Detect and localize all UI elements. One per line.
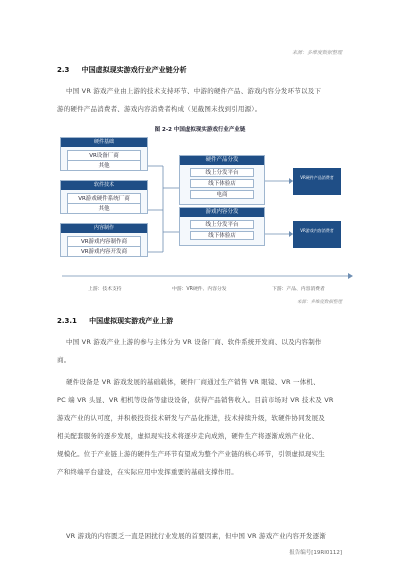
downstream-hardware-consumer: VR硬件产品消费者 [293,168,341,195]
subsection-number: 2.3.1 [57,317,77,325]
section-number: 2.3 [57,66,70,74]
upstream-hardware-title: 硬件基础 [61,138,147,147]
intro-line-1: 中国 VR 游戏产业由上游的技术支持环节、中游的硬件产品、游戏内容分发环节以及下 [66,87,322,95]
body-p3-line-1: VR 游戏的内容匮乏一直是困扰行业发展的首要因素，但中国 VR 游戏产业内容开发逐渐 [66,532,327,540]
midstream-content-panel [179,207,265,246]
midstream-hardware-item-1: 线上分发平台 [190,168,254,177]
body-p1-line-2: 商。 [57,356,71,364]
upstream-content-title: 内容制作 [61,224,147,233]
body-p2-line-4: 相关配套服务的逐步发展，虚拟现实技术将逐步走向成熟，硬件生产将逐渐成熟产业化、 [57,432,319,440]
subsection-title-text: 中国虚拟现实游戏产业上游 [89,317,174,325]
body-p2-line-5: 规模化。位于产业链上游的硬件生产环节有望成为整个产业链的核心环节，引领虚拟现实生 [57,450,325,458]
upstream-hardware-item-2: 其他 [67,160,141,171]
body-p2-line-2: PC 端 VR 头显、VR 相机等设备等建设设备，获得产品销售收入。目前市场对 VR 技术及 VR [57,396,334,404]
axis-label-midstream: 中游：VR硬件、内容分发 [172,287,227,292]
figure-caption: 图 2-2 中国虚拟现实游戏行业产业链 [154,127,246,133]
midstream-hardware-item-3: 电商 [190,190,254,199]
downstream-content-consumer: VR游戏内容消费者 [293,221,341,248]
body-p2-line-1: 硬件设备是 VR 游戏发展的基础载体，硬件厂商通过生产销售 VR 眼镜、VR 一体机、 [66,378,320,386]
upstream-hardware-item-1: VR设备厂商 [67,150,141,161]
subsection-title [57,316,173,326]
upstream-content-panel [60,223,148,257]
header-source: 来源：多维度数据整理 [291,50,342,56]
body-p2-line-3: 游戏产业的认可度，并积极投资技术研发与产品化推进，技术持续升级，软硬件协同发展及 [57,414,325,422]
midstream-content-title: 游戏内容分发 [180,208,264,217]
body-p2-line-6: 产和终端平台建设，在实际应用中发挥重要的基础支撑作用。 [57,468,238,476]
midstream-hardware-item-2: 线下体验店 [190,179,254,188]
figure-source: 来源：多维度数据整理 [297,300,342,305]
upstream-software-panel [60,180,148,214]
body-p1-line-1: 中国 VR 游戏产业上游的参与主体分为 VR 设备厂商、软件系统开发商、以及内容制作 [66,338,322,346]
midstream-content-item-2: 线下体验店 [190,231,254,240]
midstream-hardware-panel [179,155,265,205]
intro-line-2: 游的硬件产品消费者、游戏内容消费者构成（见截图未找到引用源）。 [57,105,262,113]
upstream-software-item-1: VR游戏硬件系统厂商 [67,193,141,204]
upstream-content-item-1: VR游戏内容制作商 [67,236,141,247]
upstream-hardware-panel [60,137,148,171]
midstream-hardware-title: 硬件产品分发 [180,156,264,165]
section-title-text: 中国虚拟现实游戏行业产业链分析 [81,66,187,74]
upstream-content-item-2: VR游戏内容开发商 [67,246,141,257]
axis-label-upstream: 上游：技术支持 [88,287,122,292]
axis-label-downstream: 下游：产品、内容消费者 [272,287,325,292]
upstream-software-title: 软件技术 [61,181,147,190]
report-reference: 报告编号[19RI0112] [289,550,342,556]
upstream-software-item-2: 其他 [67,203,141,214]
midstream-content-item-1: 线上分发平台 [190,220,254,229]
